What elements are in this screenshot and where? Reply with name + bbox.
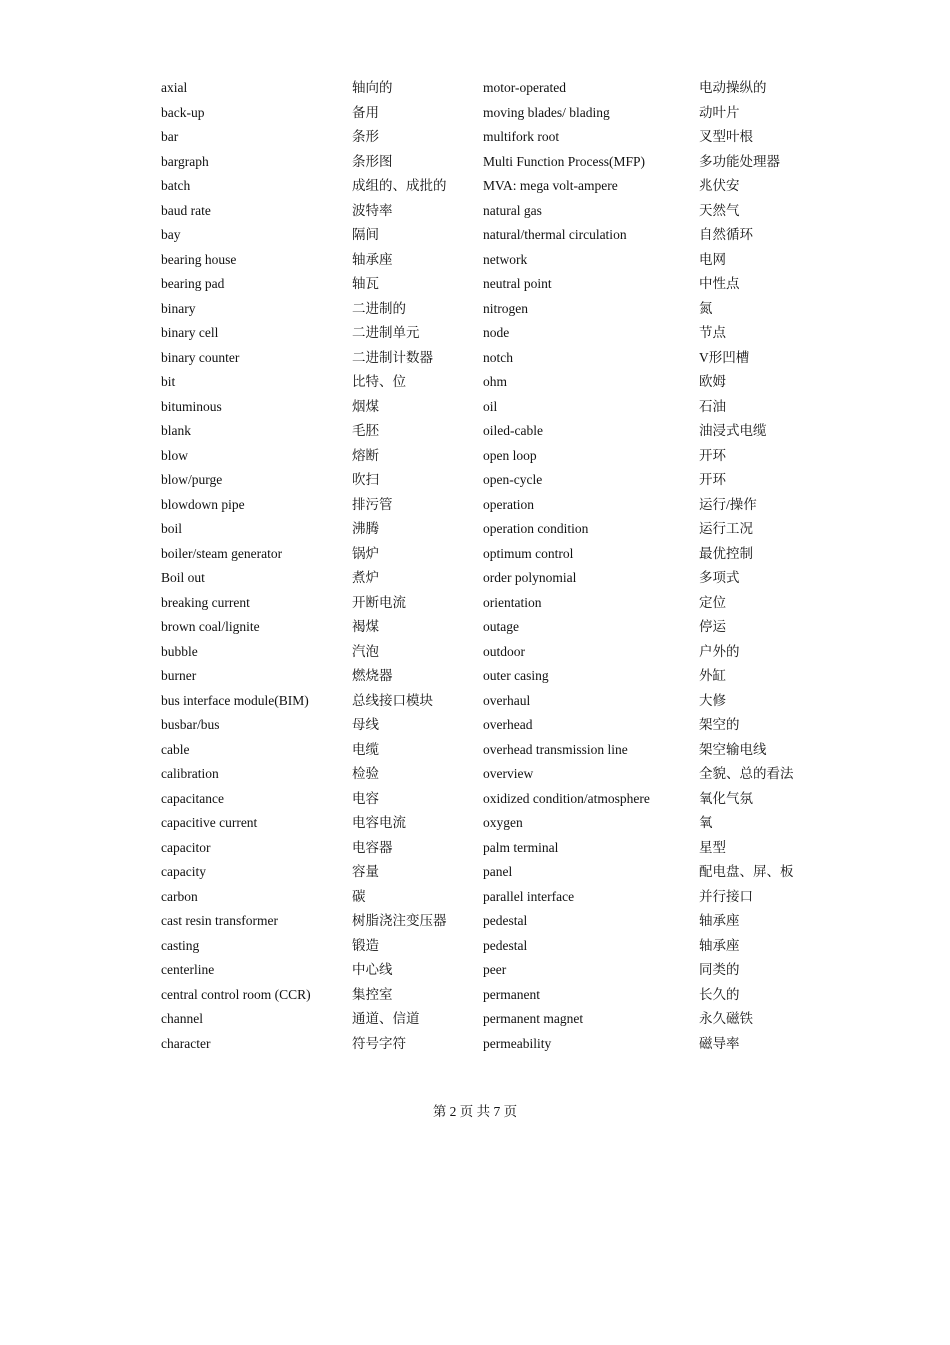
glossary-row xyxy=(161,1032,821,1057)
term-zh-left: 燃烧器 xyxy=(352,668,393,683)
term-en-right: natural gas xyxy=(483,202,542,218)
term-zh-left: 条形 xyxy=(352,129,379,144)
term-en-left: casting xyxy=(161,937,200,953)
term-en-right: outer casing xyxy=(483,668,549,683)
term-zh-left: 熔断 xyxy=(352,447,379,463)
term-zh-left: 通道、信道 xyxy=(352,1011,420,1026)
term-en-right: pedestal xyxy=(483,913,528,928)
term-en-left: back-up xyxy=(161,104,205,120)
glossary-row xyxy=(161,934,821,959)
term-zh-left: 二进制的 xyxy=(352,300,406,316)
term-en-left: bit xyxy=(161,374,176,389)
term-en-left: capacitance xyxy=(161,790,224,806)
term-zh-right: 星型 xyxy=(699,839,726,855)
term-en-left: capacitor xyxy=(161,839,211,855)
term-zh-left: 烟煤 xyxy=(352,398,379,414)
term-zh-left: 沸腾 xyxy=(352,521,379,536)
term-zh-right: 同类的 xyxy=(699,962,740,977)
term-zh-left: 开断电流 xyxy=(352,594,406,610)
term-en-right: order polynomial xyxy=(483,570,577,585)
term-zh-right: 欧姆 xyxy=(699,374,726,389)
glossary-row xyxy=(161,174,821,199)
term-en-right: network xyxy=(483,251,528,267)
term-en-left: binary counter xyxy=(161,349,240,365)
term-en-right: palm terminal xyxy=(483,839,559,855)
term-zh-right: 多功能处理器 xyxy=(699,153,780,169)
term-en-right: overview xyxy=(483,766,534,781)
term-en-left: batch xyxy=(161,178,191,193)
glossary-row xyxy=(161,885,821,910)
term-zh-left: 检验 xyxy=(352,766,379,781)
term-zh-right: 轴承座 xyxy=(699,937,740,953)
term-zh-left: 电缆 xyxy=(352,741,379,757)
term-zh-right: 动叶片 xyxy=(699,104,740,120)
term-en-left: Boil out xyxy=(161,570,205,585)
term-en-left: bituminous xyxy=(161,398,222,414)
term-zh-left: 二进制计数器 xyxy=(352,349,433,365)
term-zh-right: 大修 xyxy=(699,692,726,708)
term-en-left: brown coal/lignite xyxy=(161,619,260,634)
glossary-row xyxy=(161,125,821,150)
term-en-left: cable xyxy=(161,741,190,757)
term-zh-left: 树脂浇注变压器 xyxy=(352,913,447,928)
term-en-left: bar xyxy=(161,129,179,144)
term-zh-left: 电容 xyxy=(352,790,379,806)
term-en-left: axial xyxy=(161,80,188,95)
term-en-left: blank xyxy=(161,423,191,438)
glossary-row xyxy=(161,101,821,126)
glossary-row xyxy=(161,346,821,371)
term-zh-left: 成组的、成批的 xyxy=(352,178,447,193)
glossary-row xyxy=(161,615,821,640)
term-en-right: operation condition xyxy=(483,521,589,536)
term-en-right: oil xyxy=(483,398,498,414)
glossary-row xyxy=(161,591,821,616)
term-en-right: optimum control xyxy=(483,545,574,561)
term-zh-right: 天然气 xyxy=(699,202,740,218)
term-zh-left: 锻造 xyxy=(352,937,379,953)
term-zh-right: 兆伏安 xyxy=(699,178,740,193)
glossary-row xyxy=(161,150,821,175)
glossary-row xyxy=(161,909,821,934)
term-zh-left: 集控室 xyxy=(352,986,393,1002)
term-zh-right: 架空输电线 xyxy=(699,741,767,757)
term-en-left: central control room (CCR) xyxy=(161,986,311,1002)
term-zh-left: 汽泡 xyxy=(352,643,379,659)
term-zh-right: 配电盘、屏、板 xyxy=(699,864,794,879)
term-en-left: cast resin transformer xyxy=(161,913,278,928)
glossary-row xyxy=(161,444,821,469)
glossary-row xyxy=(161,713,821,738)
term-en-left: bearing pad xyxy=(161,276,225,291)
term-zh-right: 最优控制 xyxy=(699,545,753,561)
term-en-right: panel xyxy=(483,864,513,879)
term-en-left: blow/purge xyxy=(161,472,223,487)
term-en-right: orientation xyxy=(483,594,542,610)
term-zh-left: 锅炉 xyxy=(352,545,379,561)
term-zh-left: 褐煤 xyxy=(352,619,379,634)
term-en-right: oiled-cable xyxy=(483,423,543,438)
term-en-right: motor-operated xyxy=(483,80,566,95)
term-en-left: character xyxy=(161,1035,211,1051)
term-en-right: nitrogen xyxy=(483,300,528,316)
term-zh-right: 自然循环 xyxy=(699,227,753,242)
term-en-right: notch xyxy=(483,349,513,365)
term-zh-right: 中性点 xyxy=(699,276,740,291)
term-en-left: busbar/bus xyxy=(161,717,220,732)
page-number: 第 2 页 共 7 页 xyxy=(432,1104,518,1119)
term-zh-left: 隔间 xyxy=(352,227,379,242)
term-zh-right: 永久磁铁 xyxy=(699,1011,753,1026)
glossary-row xyxy=(161,1007,821,1032)
term-en-right: oxygen xyxy=(483,815,523,830)
term-zh-left: 电容电流 xyxy=(352,815,406,830)
term-en-left: bay xyxy=(161,227,181,242)
term-en-right: natural/thermal circulation xyxy=(483,227,627,242)
term-en-left: capacity xyxy=(161,864,206,879)
glossary-row xyxy=(161,468,821,493)
term-en-right: parallel interface xyxy=(483,888,575,904)
term-en-right: open-cycle xyxy=(483,472,543,487)
term-zh-left: 条形图 xyxy=(352,153,393,169)
term-zh-right: 轴承座 xyxy=(699,913,740,928)
term-zh-right: 石油 xyxy=(699,398,726,414)
glossary-row xyxy=(161,836,821,861)
term-zh-left: 备用 xyxy=(352,104,379,120)
glossary-row xyxy=(161,738,821,763)
glossary-row xyxy=(161,958,821,983)
glossary-row xyxy=(161,664,821,689)
term-zh-left: 中心线 xyxy=(352,962,393,977)
term-en-right: multifork root xyxy=(483,129,560,144)
glossary-row xyxy=(161,419,821,444)
term-en-right: moving blades/ blading xyxy=(483,104,610,120)
glossary-row xyxy=(161,860,821,885)
term-en-right: pedestal xyxy=(483,937,528,953)
term-en-right: permeability xyxy=(483,1035,552,1051)
term-en-right: permanent xyxy=(483,986,540,1002)
glossary-row xyxy=(161,983,821,1008)
term-zh-right: 多项式 xyxy=(699,570,740,585)
glossary-row xyxy=(161,395,821,420)
glossary-row xyxy=(161,811,821,836)
term-en-left: bubble xyxy=(161,643,198,659)
term-en-left: blowdown pipe xyxy=(161,496,245,512)
term-en-right: overhead transmission line xyxy=(483,741,628,757)
term-en-right: neutral point xyxy=(483,276,552,291)
term-zh-right: 开环 xyxy=(699,447,726,463)
term-zh-left: 煮炉 xyxy=(352,570,379,585)
term-zh-right: 电网 xyxy=(699,251,726,267)
glossary-row xyxy=(161,199,821,224)
term-en-right: MVA: mega volt-ampere xyxy=(483,178,618,193)
term-en-right: peer xyxy=(483,962,507,977)
glossary-row xyxy=(161,787,821,812)
term-en-left: channel xyxy=(161,1011,203,1026)
term-zh-right: 外缸 xyxy=(699,668,726,683)
glossary-row xyxy=(161,566,821,591)
term-en-left: carbon xyxy=(161,888,198,904)
term-en-right: overhead xyxy=(483,717,533,732)
glossary-row xyxy=(161,689,821,714)
term-zh-right: 架空的 xyxy=(699,717,740,732)
term-zh-right: 节点 xyxy=(699,325,726,340)
term-en-left: boil xyxy=(161,521,183,536)
term-zh-left: 毛胚 xyxy=(352,423,379,438)
glossary-row xyxy=(161,321,821,346)
glossary-row xyxy=(161,223,821,248)
glossary-row xyxy=(161,493,821,518)
term-zh-left: 电容器 xyxy=(352,839,393,855)
term-zh-right: 并行接口 xyxy=(699,888,753,904)
term-en-left: burner xyxy=(161,668,197,683)
term-zh-right: 氮 xyxy=(699,300,713,316)
term-zh-right: 户外的 xyxy=(699,643,740,659)
term-zh-left: 轴瓦 xyxy=(352,276,379,291)
term-en-right: oxidized condition/atmosphere xyxy=(483,790,650,806)
term-zh-right: 停运 xyxy=(699,619,726,634)
term-zh-left: 二进制单元 xyxy=(352,325,420,340)
term-zh-right: 氧 xyxy=(699,815,713,830)
term-zh-left: 吹扫 xyxy=(352,472,379,487)
term-en-left: baud rate xyxy=(161,202,211,218)
term-zh-right: 定位 xyxy=(699,594,726,610)
term-en-left: boiler/steam generator xyxy=(161,545,283,561)
term-zh-right: 氧化气氛 xyxy=(699,790,753,806)
term-en-left: binary cell xyxy=(161,325,219,340)
term-en-right: ohm xyxy=(483,374,508,389)
term-en-left: bus interface module(BIM) xyxy=(161,692,309,708)
term-zh-left: 波特率 xyxy=(352,202,393,218)
term-en-right: outage xyxy=(483,619,519,634)
glossary-row xyxy=(161,640,821,665)
term-zh-left: 母线 xyxy=(352,717,379,732)
glossary-row xyxy=(161,517,821,542)
term-zh-left: 符号字符 xyxy=(352,1035,406,1051)
term-zh-left: 总线接口模块 xyxy=(352,692,433,708)
term-en-left: calibration xyxy=(161,766,219,781)
glossary-row xyxy=(161,272,821,297)
term-en-left: bargraph xyxy=(161,153,209,169)
term-zh-right: 运行工况 xyxy=(699,521,753,536)
term-zh-right: 电动操纵的 xyxy=(699,80,767,95)
term-en-left: bearing house xyxy=(161,251,237,267)
term-zh-left: 碳 xyxy=(352,888,366,904)
term-zh-right: 全貌、总的看法 xyxy=(699,766,794,781)
glossary-row xyxy=(161,248,821,273)
term-en-right: node xyxy=(483,325,510,340)
term-zh-right: 叉型叶根 xyxy=(699,129,753,144)
term-en-left: blow xyxy=(161,447,188,463)
term-zh-left: 比特、位 xyxy=(352,374,406,389)
glossary-table xyxy=(161,76,821,1056)
term-zh-left: 轴承座 xyxy=(352,251,393,267)
glossary-row xyxy=(161,762,821,787)
term-en-right: operation xyxy=(483,496,534,512)
term-en-right: Multi Function Process(MFP) xyxy=(483,153,646,169)
term-zh-left: 排污管 xyxy=(352,496,393,512)
term-zh-right: 开环 xyxy=(699,472,726,487)
term-en-left: capacitive current xyxy=(161,815,258,830)
term-en-right: open loop xyxy=(483,447,537,463)
term-zh-right: 油浸式电缆 xyxy=(699,423,767,438)
glossary-row xyxy=(161,76,821,101)
term-en-left: breaking current xyxy=(161,594,250,610)
term-zh-left: 容量 xyxy=(352,864,379,879)
glossary-row xyxy=(161,297,821,322)
term-zh-left: 轴向的 xyxy=(352,80,393,95)
term-zh-right: 运行/操作 xyxy=(699,496,757,512)
term-en-left: centerline xyxy=(161,962,215,977)
term-en-left: binary xyxy=(161,300,196,316)
glossary-row xyxy=(161,370,821,395)
term-en-right: overhaul xyxy=(483,692,531,708)
glossary-row xyxy=(161,542,821,567)
term-en-right: permanent magnet xyxy=(483,1011,584,1026)
term-zh-right: V形凹槽 xyxy=(699,349,750,365)
term-zh-right: 长久的 xyxy=(699,986,740,1002)
term-zh-right: 磁导率 xyxy=(699,1035,740,1051)
term-en-right: outdoor xyxy=(483,643,525,659)
